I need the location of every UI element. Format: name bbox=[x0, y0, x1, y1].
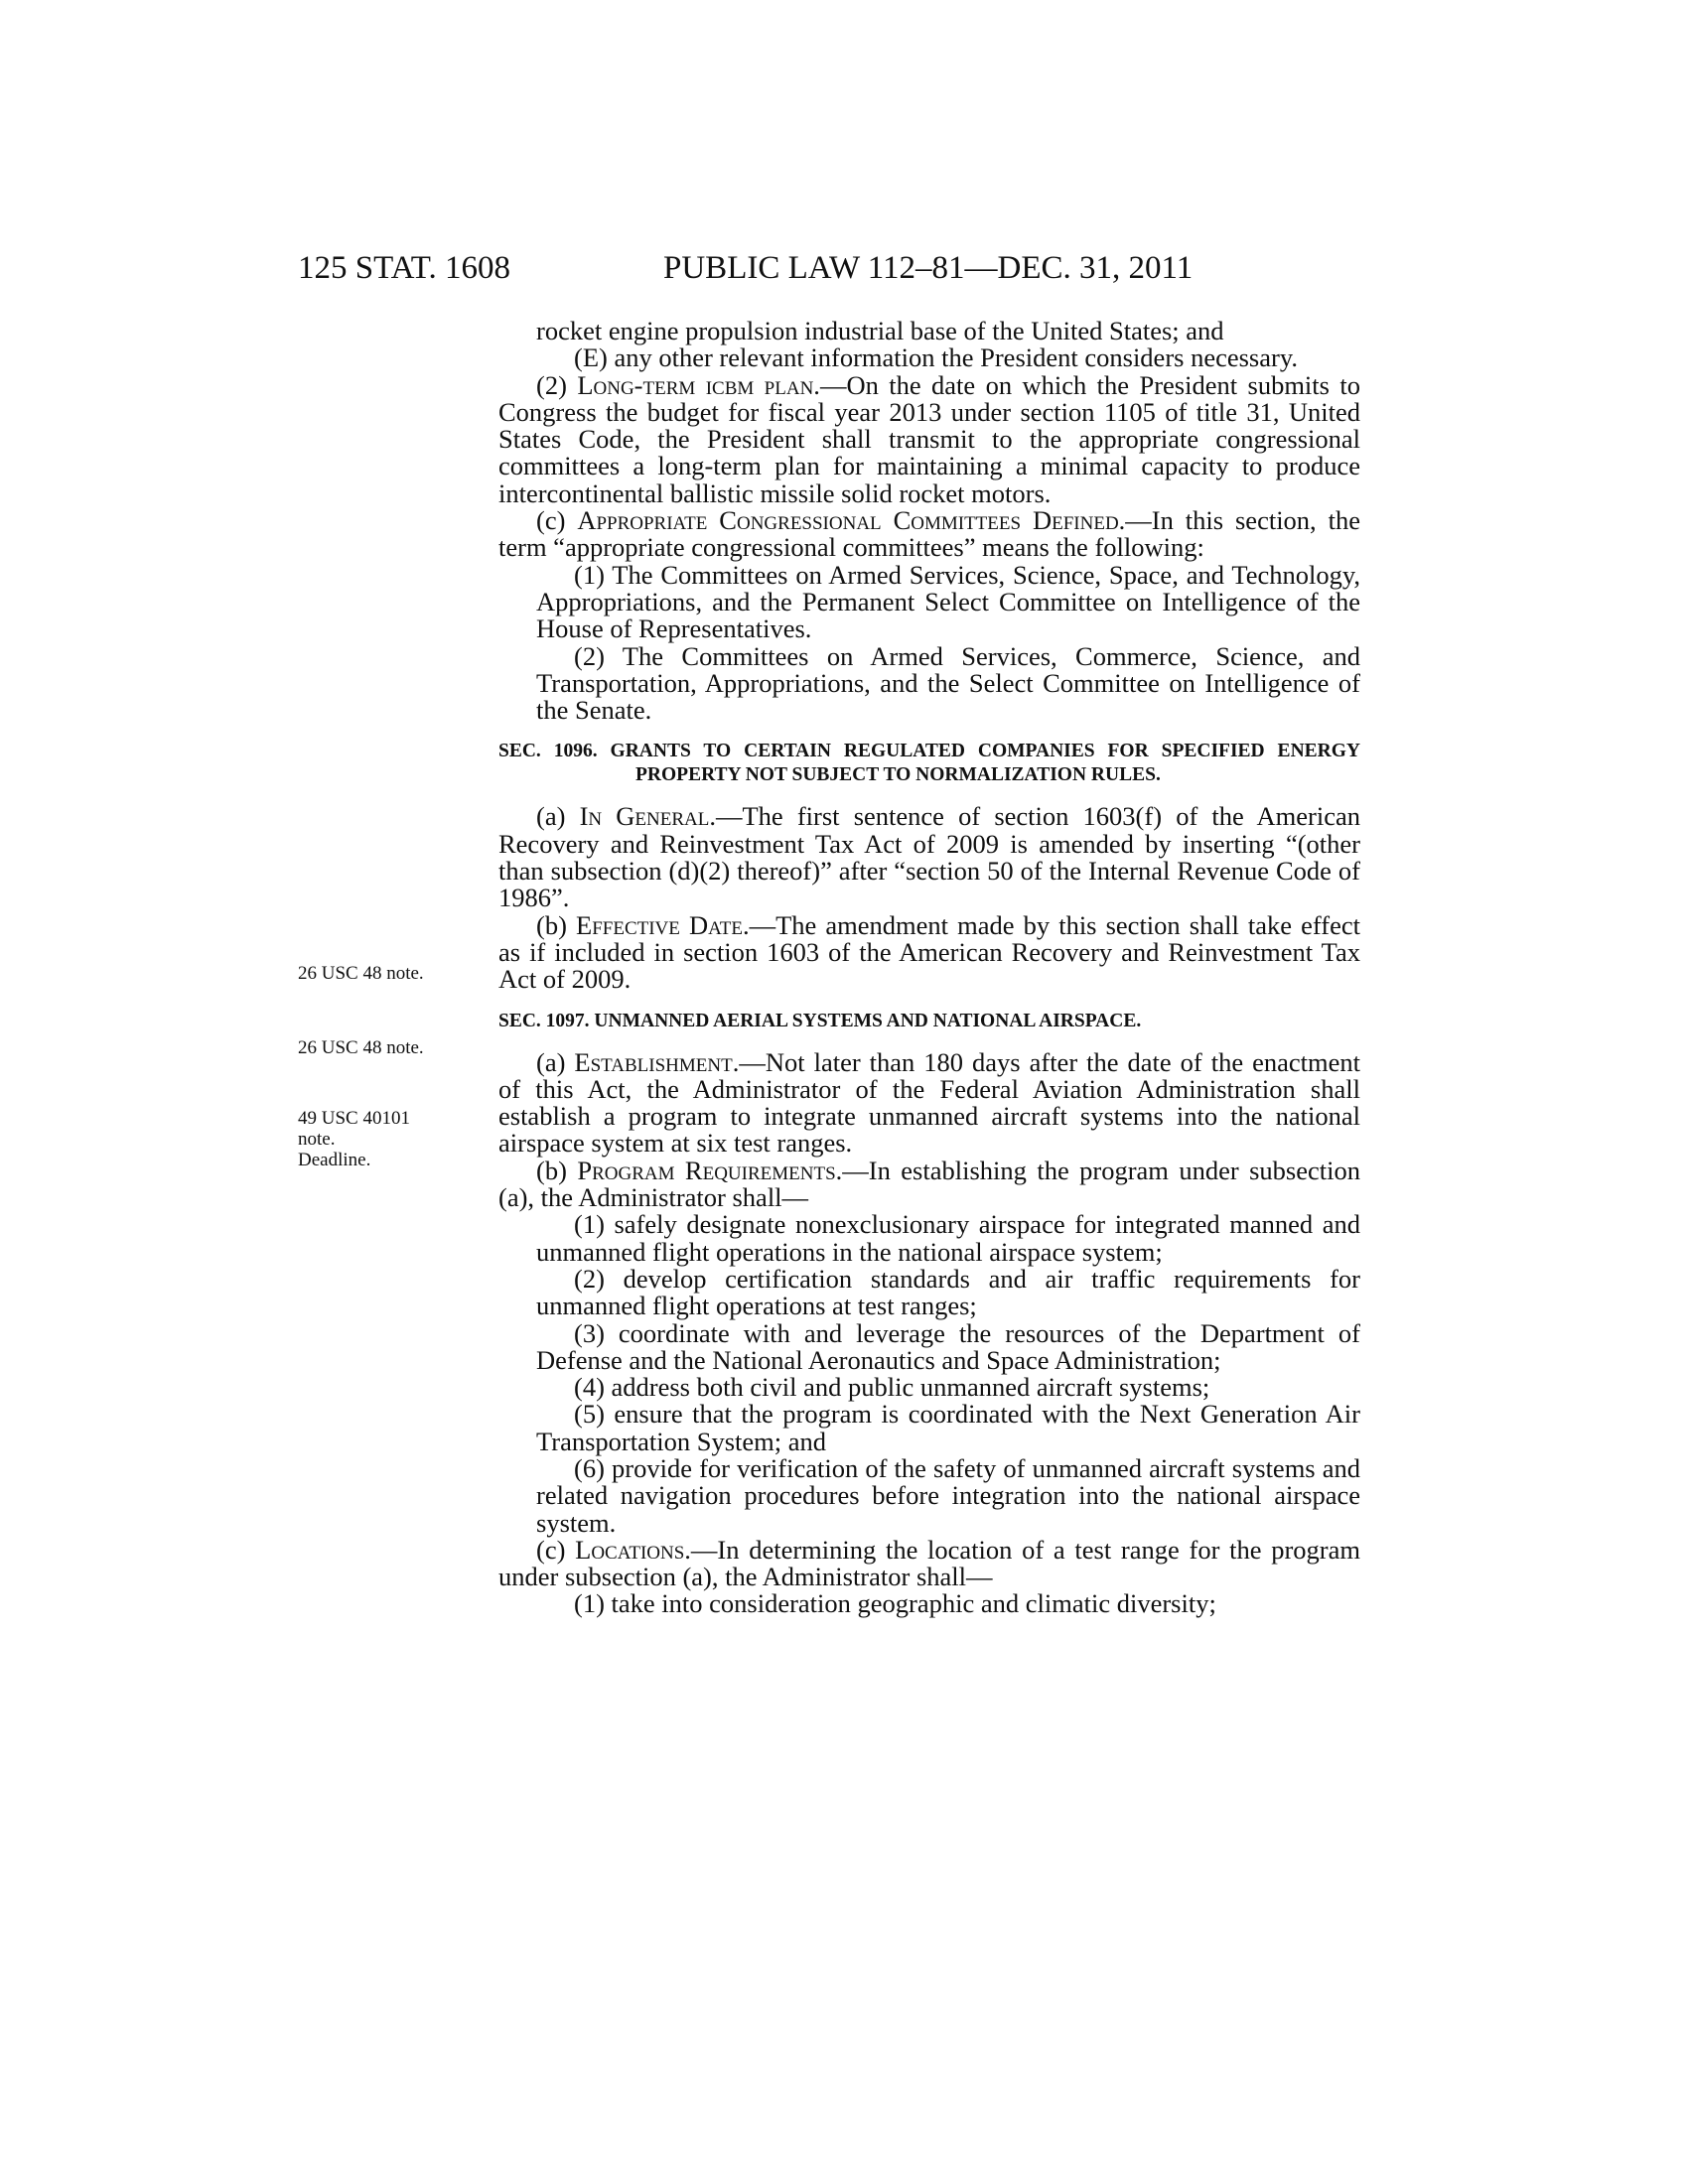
paragraph-establishment bbox=[498, 1046, 1360, 1159]
paragraph-heading: Long-term icbm plan. bbox=[577, 369, 820, 400]
margin-note-usc-2: 26 USC 48 note. bbox=[298, 1037, 424, 1058]
paragraph-locations bbox=[498, 1534, 1360, 1592]
paragraph-number: (b) bbox=[536, 1155, 578, 1185]
margin-note-deadline: Deadline. bbox=[298, 1150, 371, 1170]
margin-note-usc-1: 26 USC 48 note. bbox=[298, 963, 424, 984]
paragraph-committees-defined bbox=[498, 507, 1360, 562]
paragraph-body: —In determining the location of a test range for the program under subsection (a), the Administrator shall— bbox=[498, 1534, 1360, 1592]
paragraph-effective-date bbox=[498, 909, 1360, 995]
paragraph-body: —In establishing the program under subsection (a), the Administrator shall— bbox=[498, 1155, 1360, 1213]
paragraph-heading: Effective Date. bbox=[576, 909, 750, 940]
statute-page-number: 125 STAT. 1608 bbox=[298, 250, 511, 286]
requirement-item-4: (4) address both civil and public unmanned aircraft systems; bbox=[574, 1372, 1210, 1403]
paragraph-body: —Not later than 180 days after the date of the enactment of this Act, the Administrator of the Federal Aviation Administration shall establish a program to integrate unmanned aircraft systems into the national airspace system at six test ranges. bbox=[498, 1046, 1360, 1159]
paragraph-number: (c) bbox=[536, 505, 578, 536]
paragraph-number: (a) bbox=[536, 1046, 575, 1077]
body-text bbox=[498, 318, 1360, 1618]
paragraph-body: —In this section, the term “appropriate congressional committees” means the following: bbox=[498, 505, 1360, 563]
paragraph-long-term-icbm-plan bbox=[498, 369, 1361, 508]
requirement-item-2: (2) develop certification standards and air traffic requirements for unmanned flight operations at test ranges; bbox=[536, 1263, 1360, 1321]
paragraph-body: —On the date on which the President submits to Congress the budget for fiscal year 2013 under section 1105 of title 31, United States Code, the President shall transmit to the appropriate congressional committees a long-term plan for maintaining a minimal capacity to produce intercontinental ballistic missile solid rocket motors. bbox=[498, 369, 1361, 508]
paragraph-body: —The amendment made by this section shall take effect as if included in section 1603 of the American Recovery and Reinvestment Tax Act of 2009. bbox=[498, 909, 1360, 995]
paragraph-house-committees: (1) The Committees on Armed Services, Science, Space, and Technology, Appropriations, and the Permanent Select Committee on Intelligence of the House of Representatives. bbox=[536, 559, 1360, 644]
margin-note-usc-3-line2: note. bbox=[298, 1129, 336, 1150]
margin-note-usc-3 bbox=[298, 1108, 410, 1170]
paragraph-number: (b) bbox=[536, 909, 577, 940]
section-heading-1096: SEC. 1096. GRANTS TO CERTAIN REGULATED COMPANIES FOR SPECIFIED ENERGY PROPERTY NOT SUBJECT TO NORMALIZATION RULES. bbox=[498, 741, 1360, 786]
paragraph-in-general bbox=[498, 803, 1360, 911]
paragraph-heading: Program Requirements. bbox=[577, 1155, 843, 1185]
paragraph-subpara-e: (E) any other relevant information the President considers necessary. bbox=[574, 342, 1298, 373]
paragraph-heading: Locations. bbox=[575, 1534, 691, 1565]
paragraph-heading: Establishment. bbox=[574, 1046, 740, 1077]
paragraph-heading: Appropriate Congressional Committees Defined. bbox=[577, 505, 1126, 536]
requirement-item-5: (5) ensure that the program is coordinated with the Next Generation Air Transportation System; and bbox=[536, 1399, 1360, 1456]
margin-note-usc-3-line1: 49 USC 40101 bbox=[298, 1108, 410, 1129]
paragraph-senate-committees: (2) The Committees on Armed Services, Commerce, Science, and Transportation, Appropriations, and the Select Committee on Intelligence of the Senate. bbox=[536, 640, 1360, 726]
requirement-item-3: (3) coordinate with and leverage the resources of the Department of Defense and the National Aeronautics and Space Administration; bbox=[536, 1317, 1360, 1375]
section-heading-1097: SEC. 1097. UNMANNED AERIAL SYSTEMS AND NATIONAL AIRSPACE. bbox=[498, 1010, 1142, 1031]
location-item-1: (1) take into consideration geographic and climatic diversity; bbox=[574, 1588, 1216, 1619]
paragraph-body: —The first sentence of section 1603(f) of the American Recovery and Reinvestment Tax Act of 2009 is amended by inserting “(other than subsection (d)(2) thereof)” after “section 50 of the Internal Revenue Code of 1986”. bbox=[498, 801, 1360, 913]
paragraph-number: (a) bbox=[536, 801, 580, 832]
paragraph-continuation: rocket engine propulsion industrial base of the United States; and bbox=[536, 316, 1224, 345]
paragraph-program-requirements bbox=[498, 1155, 1360, 1213]
paragraph-number: (c) bbox=[536, 1534, 576, 1565]
paragraph-heading: In General. bbox=[579, 801, 716, 832]
paragraph-number: (2) bbox=[536, 369, 578, 400]
public-law-header: PUBLIC LAW 112–81—DEC. 31, 2011 bbox=[663, 250, 1194, 286]
requirement-item-1: (1) safely designate nonexclusionary airspace for integrated manned and unmanned flight operations in the national airspace system; bbox=[536, 1209, 1360, 1267]
requirement-item-6: (6) provide for verification of the safety of unmanned aircraft systems and related navigation procedures before integration into the national airspace system. bbox=[536, 1452, 1360, 1538]
